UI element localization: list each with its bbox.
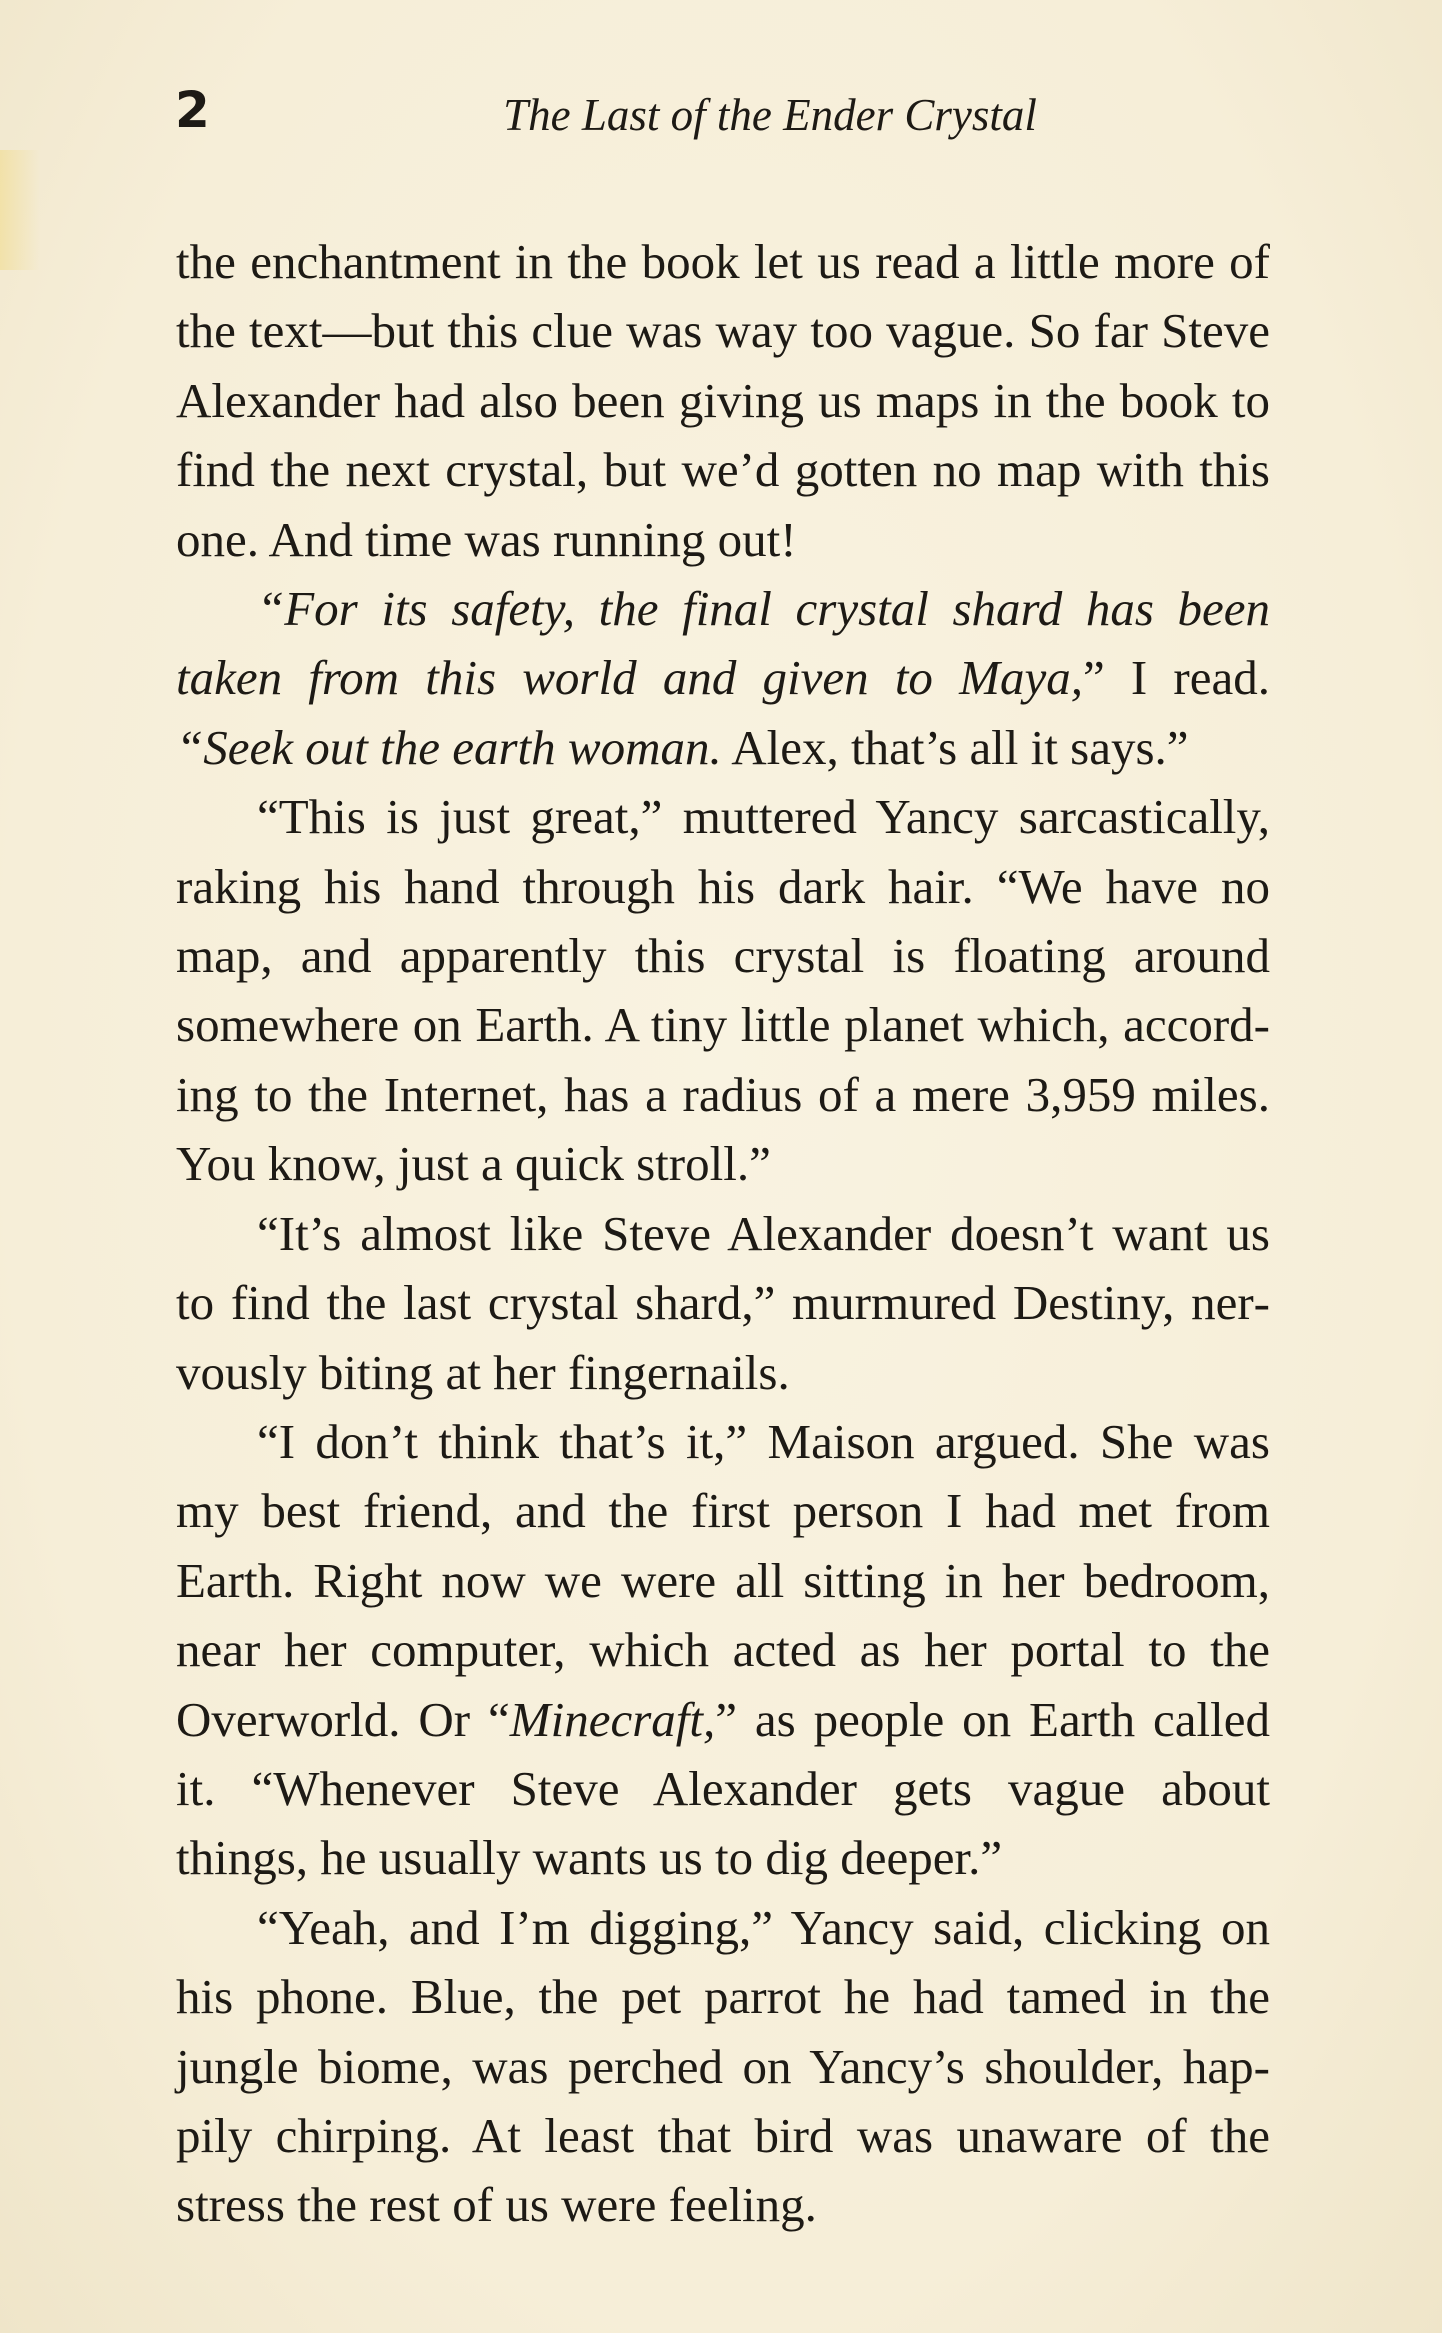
paragraph-2 xyxy=(176,574,1270,782)
paragraph-5-run-2: Minecraft, xyxy=(509,1691,716,1747)
paragraph-3-run-1: “This is just great,” muttered Yancy sarcastically, raking his hand through his dark hair. “We have no map, and apparently this crystal is floating around somewhere on Earth. A tiny little planet which, according to the Internet, has a radius of a mere 3,959 miles. You know, just a quick stroll.” xyxy=(176,789,1270,1192)
paragraph-2-run-4: Alex, that’s all it says.” xyxy=(721,719,1189,775)
paragraph-2-run-3: “Seek out the earth woman. xyxy=(176,719,722,775)
running-title: The Last of the Ender Crystal xyxy=(503,90,1037,140)
paragraph-1 xyxy=(176,227,1270,574)
paragraph-3 xyxy=(176,782,1270,1198)
paragraph-1-run-1: the enchantment in the book let us read a little more of the text—but this clue was way too vague. So far Steve Alexander had also been giving us maps in the book to find the next crystal, but we’d gotten no map with this one. And time was running out! xyxy=(176,234,1270,567)
page-number: 2 xyxy=(175,81,210,139)
paragraph-5-run-3: ” as people on Earth called it. “Whenever Steve Alexander gets vague about things, he usually wants us to dig deeper.” xyxy=(176,1691,1270,1886)
paragraph-6-run-1: “Yeah, and I’m digging,” Yancy said, clicking on his phone. Blue, the pet parrot he had tamed in the jungle biome, was perched on Yancy’s shoulder, happily chirping. At least that bird was unaware of the stress the rest of us were feeling. xyxy=(176,1899,1270,2233)
paragraph-2-run-1: “For its safety, the final crystal shard has been taken from this world and given to Maya, xyxy=(176,581,1270,706)
paragraph-2-run-2: ” I read. xyxy=(1082,650,1270,706)
paragraph-5-run-1: “I don’t think that’s it,” Maison argued. She was my best friend, and the first person I had met from Earth. Right now we were all sitting in her bedroom, near her computer, which acted as her portal to the Overworld. Or “ xyxy=(176,1413,1270,1747)
paragraph-4 xyxy=(176,1199,1270,1407)
body-text xyxy=(176,227,1270,2240)
page-edge-discoloration xyxy=(0,150,40,270)
paragraph-4-run-1: “It’s almost like Steve Alexander doesn’t want us to find the last crystal shard,” murmured Destiny, nervously biting at her fingernails. xyxy=(176,1205,1270,1400)
paragraph-6 xyxy=(176,1893,1270,2240)
paragraph-5 xyxy=(176,1407,1270,1893)
